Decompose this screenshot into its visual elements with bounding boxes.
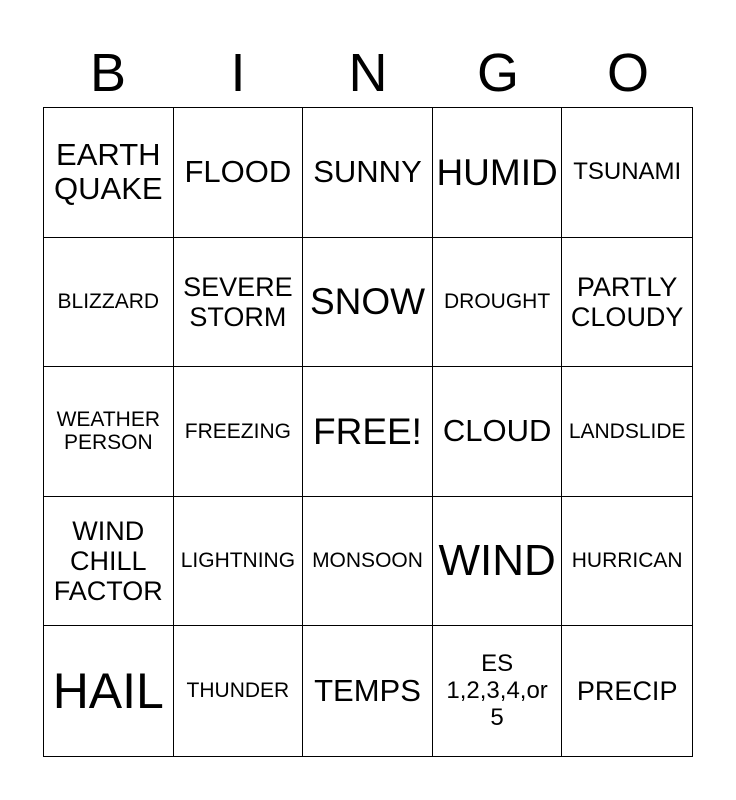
cell-label: HURRICAN	[571, 549, 683, 573]
bingo-cell[interactable]	[44, 238, 174, 368]
cell-label: LANDSLIDE	[568, 419, 686, 443]
bingo-cell[interactable]	[562, 626, 692, 756]
free-space-cell[interactable]	[303, 367, 433, 497]
cell-label: BLIZZARD	[57, 290, 160, 314]
bingo-cell[interactable]	[562, 497, 692, 627]
header-letter-i: I	[230, 43, 246, 103]
bingo-cell[interactable]	[433, 108, 563, 238]
bingo-cell[interactable]	[174, 238, 304, 368]
bingo-cell[interactable]	[174, 367, 304, 497]
bingo-cell[interactable]	[303, 108, 433, 238]
cell-label: ES 1,2,3,4,or 5	[446, 649, 548, 731]
cell-label: LIGHTNING	[180, 549, 296, 573]
bingo-cell[interactable]	[433, 367, 563, 497]
cell-label: FREEZING	[184, 419, 291, 443]
header-letter-n: N	[348, 43, 388, 103]
cell-label: SUNNY	[313, 153, 422, 189]
bingo-cell[interactable]	[44, 497, 174, 627]
bingo-cell[interactable]	[433, 238, 563, 368]
cell-label: PRECIP	[576, 676, 678, 707]
bingo-cell[interactable]	[562, 238, 692, 368]
cell-label: SNOW	[309, 281, 426, 323]
bingo-cell[interactable]	[303, 238, 433, 368]
header-letter-o: O	[606, 43, 649, 103]
bingo-cell[interactable]	[303, 626, 433, 756]
header-letter-g: G	[476, 43, 519, 103]
cell-label: TSUNAMI	[573, 157, 682, 185]
cell-label: WIND CHILL FACTOR	[53, 515, 163, 607]
bingo-cell[interactable]	[174, 497, 304, 627]
bingo-cell[interactable]	[44, 367, 174, 497]
bingo-cell[interactable]	[433, 626, 563, 756]
bingo-cell[interactable]	[433, 497, 563, 627]
bingo-cell[interactable]	[562, 367, 692, 497]
cell-label: HAIL	[52, 663, 164, 720]
bingo-cell[interactable]	[174, 626, 304, 756]
bingo-board	[43, 107, 693, 757]
bingo-cell[interactable]	[562, 108, 692, 238]
cell-label: PARTLY CLOUDY	[570, 271, 684, 332]
cell-label: WIND	[438, 536, 556, 586]
bingo-header	[43, 40, 693, 106]
cell-label: CLOUD	[442, 413, 552, 449]
cell-label: DROUGHT	[444, 290, 551, 314]
cell-label: TEMPS	[314, 672, 421, 708]
cell-label: SEVERE STORM	[183, 271, 293, 332]
bingo-cell[interactable]	[44, 108, 174, 238]
free-space-label: FREE!	[313, 410, 422, 452]
cell-label: WEATHER PERSON	[56, 407, 161, 455]
bingo-cell[interactable]	[174, 108, 304, 238]
cell-label: FLOOD	[184, 153, 292, 189]
header-letter-b: B	[89, 43, 127, 103]
cell-label: EARTH QUAKE	[54, 136, 163, 207]
cell-label: HUMID	[436, 151, 558, 193]
cell-label: MONSOON	[312, 549, 423, 573]
cell-label: THUNDER	[186, 679, 290, 703]
bingo-cell[interactable]	[303, 497, 433, 627]
bingo-cell[interactable]	[44, 626, 174, 756]
